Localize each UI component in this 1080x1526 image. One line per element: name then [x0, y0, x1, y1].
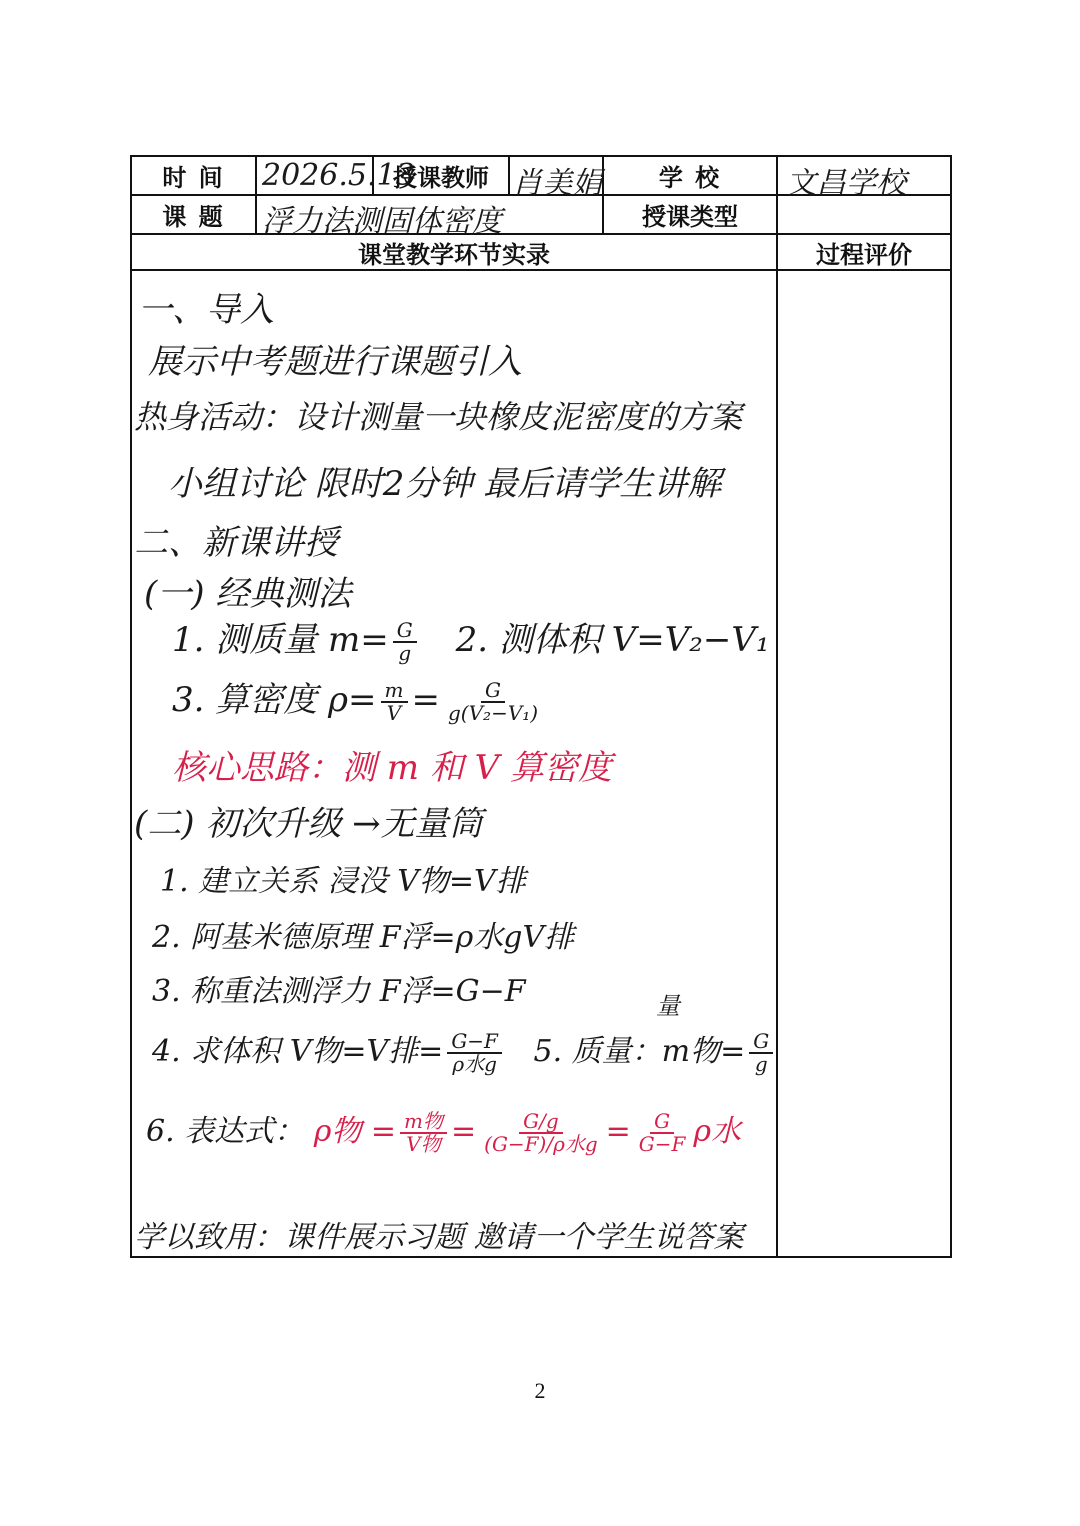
- table-border-right: [950, 155, 952, 1258]
- section-new-title: 二、新课讲授: [134, 523, 338, 563]
- part-1-title: (一) 经典测法: [144, 574, 352, 614]
- part-2-line-5: [146, 1106, 741, 1155]
- part-2-line-3: 3. 称重法测浮力 F浮=G−F: [152, 974, 526, 1009]
- part-2-line-2: 2. 阿基米德原理 F浮=ρ水gV排: [152, 920, 575, 955]
- measure-volume-text: 2. 测体积 V=V₂−V₁: [455, 620, 770, 660]
- expression-fraction-2: $\frac{G/g}{\text{(G−F)/ρ水g}}$: [484, 1109, 598, 1156]
- core-idea-text: 核心思路：测 m 和 V 算密度: [172, 748, 613, 788]
- column-divider: [255, 155, 257, 234]
- part-1-line-1: [172, 612, 770, 664]
- expression-fraction-1: $\frac{\text{m物}}{\text{V物}}$: [400, 1111, 447, 1155]
- topic-label: 课 题: [162, 203, 225, 231]
- column-divider: [508, 155, 510, 195]
- expression-formula: ρ物 = $\frac{\text{m物}}{\text{V物}}$ = $\frac{G/g}{\text{(G−F)/ρ水g}}$ = $\frac{G}{G-F}$ ρ水: [313, 1109, 742, 1156]
- intro-line-2: 热身活动：设计测量一块橡皮泥密度的方案: [134, 398, 743, 436]
- lesson-type-label: 授课类型: [642, 203, 738, 231]
- topic-value: 浮力法测固体密度: [262, 204, 502, 239]
- part-2-title: (二) 初次升级 →无量筒: [134, 804, 483, 844]
- mass-text: 5. 质量：m物=: [533, 1034, 746, 1069]
- page-number: 2: [534, 1378, 546, 1403]
- volume-fraction: $\frac{G-F}{\text{ρ水g}}$: [447, 1031, 502, 1075]
- column-divider: [776, 155, 778, 1258]
- teacher-value: 肖美娟: [512, 166, 602, 201]
- mass-fraction: $\frac{G}{g}$: [393, 620, 417, 664]
- density-text: 3. 算密度 ρ=: [172, 680, 377, 720]
- volume-text: 4. 求体积 V物=V排=: [152, 1034, 444, 1069]
- teacher-label: 授课教师: [393, 164, 489, 192]
- intro-line-3: 小组讨论 限时2分钟 最后请学生讲解: [168, 464, 722, 504]
- time-value: 2026.5.13: [262, 158, 415, 193]
- part-1-line-2: 3. 算密度 ρ= $\frac{m}{V}$ = $\frac{G}{\text{g(V₂−V₁)}}$: [172, 672, 546, 724]
- measure-mass-text: 1. 测质量 m=: [172, 620, 389, 660]
- section-intro-title: 一、导入: [138, 290, 274, 330]
- density-fraction: $\frac{m}{V}$: [381, 680, 408, 724]
- part-2-line-1: 1. 建立关系 浸没 V物=V排: [160, 864, 526, 899]
- part-2-line-4: [152, 1026, 777, 1075]
- time-label: 时 间: [162, 164, 225, 192]
- evaluation-label: 过程评价: [816, 240, 912, 269]
- school-value: 文昌学校: [786, 166, 906, 201]
- inserted-word: 量: [656, 992, 680, 1020]
- application-line: 学以致用：课件展示习题 邀请一个学生说答案: [134, 1220, 744, 1255]
- object-mass-fraction: $\frac{G}{g}$: [749, 1031, 773, 1075]
- record-label: 课堂教学环节实录: [358, 240, 550, 269]
- density-fraction-2: $\frac{G}{\text{g(V₂−V₁)}}$: [448, 678, 539, 725]
- table-border-left: [130, 155, 132, 1258]
- intro-line-1: 展示中考题进行课题引入: [148, 342, 522, 382]
- expression-label: 6. 表达式：: [146, 1114, 305, 1149]
- table-border-bottom: [130, 1256, 952, 1258]
- expression-fraction-3: $\frac{G}{G-F}$: [638, 1109, 686, 1156]
- school-label: 学 校: [658, 164, 722, 192]
